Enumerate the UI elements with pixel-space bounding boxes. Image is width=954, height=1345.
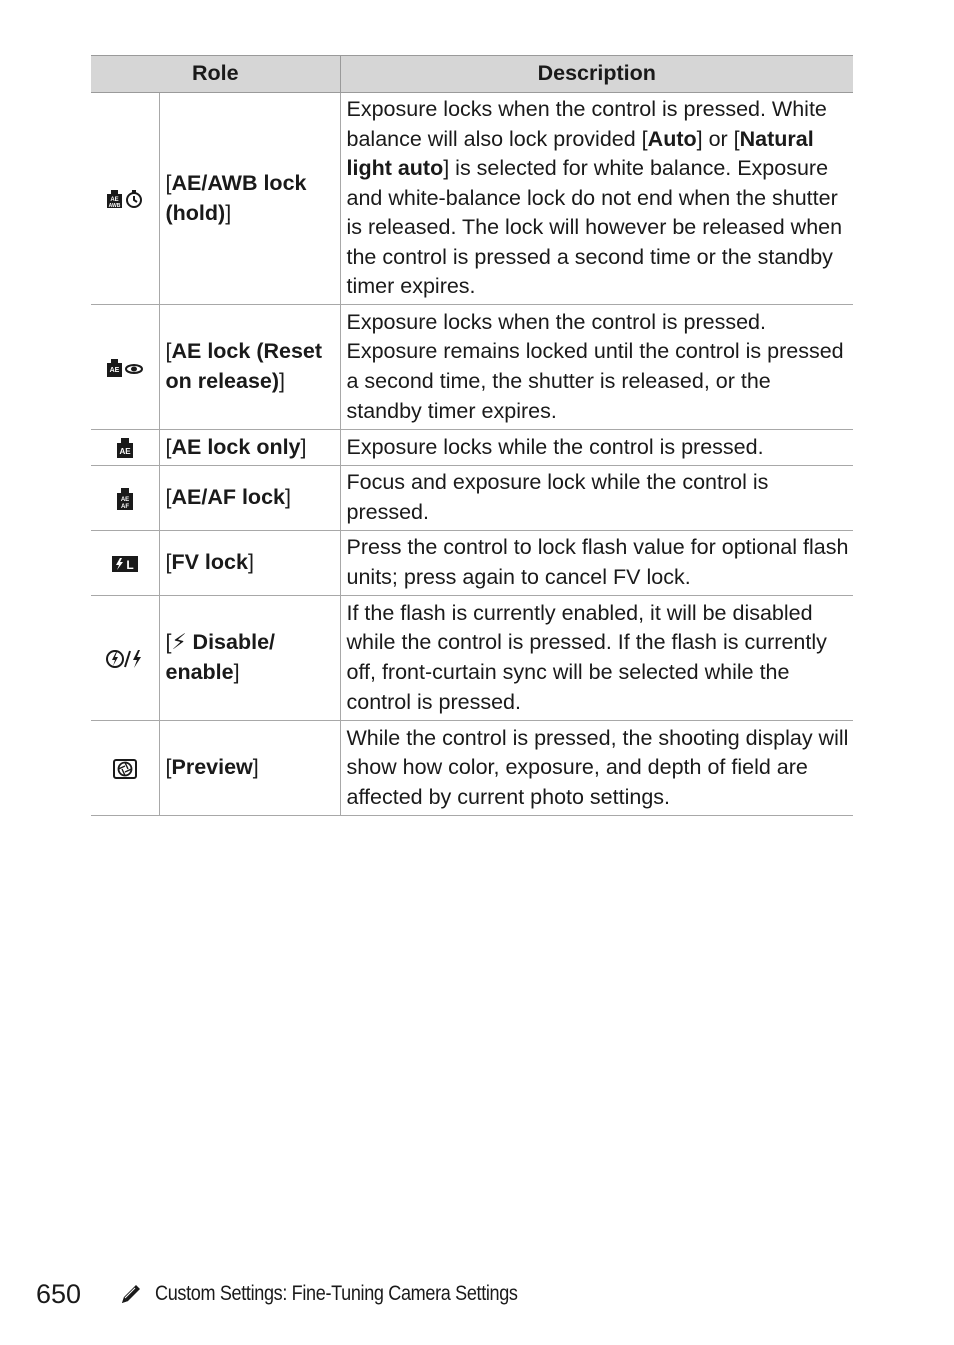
preview-icon bbox=[91, 721, 159, 816]
description-cell: Exposure locks when the control is pressed. White balance will also lock provided [Auto] or [Natural light auto] is selected for white balance. Exposure and white-balance lock do not end when the shutter is released. The lock will however be released when the control is pressed a second time or the standby timer expires. bbox=[340, 93, 853, 305]
table-row bbox=[91, 466, 853, 531]
svg-text:AE: AE bbox=[119, 447, 131, 457]
header-role: Role bbox=[91, 56, 340, 93]
svg-text:AE: AE bbox=[110, 197, 119, 204]
role-cell: [AE/AF lock] bbox=[159, 466, 340, 531]
table-header-row bbox=[91, 56, 853, 93]
table-row bbox=[91, 721, 853, 816]
header-description: Description bbox=[340, 56, 853, 93]
page-number: 650 bbox=[36, 1279, 82, 1309]
role-cell: [AE lock only] bbox=[159, 430, 340, 466]
roles-table bbox=[91, 55, 853, 816]
ae-lock-reset-icon bbox=[91, 305, 159, 430]
role-cell: [FV lock] bbox=[159, 531, 340, 596]
table-row bbox=[91, 430, 853, 466]
description-cell: If the flash is currently enabled, it will be disabled while the control is pressed. If the flash is currently off, front-curtain sync will be selected while the control is pressed. bbox=[340, 596, 853, 721]
description-cell: Focus and exposure lock while the control is pressed. bbox=[340, 466, 853, 531]
role-cell: [AE lock (Reset on release)] bbox=[159, 305, 340, 430]
table-row bbox=[91, 305, 853, 430]
table-row bbox=[91, 531, 853, 596]
svg-text:AF: AF bbox=[120, 503, 129, 510]
ae-lock-only-icon bbox=[91, 430, 159, 466]
table-row bbox=[91, 596, 853, 721]
svg-text:AE: AE bbox=[109, 366, 120, 374]
svg-text:AE: AE bbox=[120, 496, 129, 503]
svg-text:AWB: AWB bbox=[108, 203, 121, 210]
description-cell: Press the control to lock flash value for optional flash units; press again to cancel FV lock. bbox=[340, 531, 853, 596]
role-cell: [AE/AWB lock (hold)] bbox=[159, 93, 340, 305]
table-row bbox=[91, 93, 853, 305]
description-cell: Exposure locks while the control is pressed. bbox=[340, 430, 853, 466]
description-cell: Exposure locks when the control is pressed. Exposure remains locked until the control is pressed a second time, the shutter is released, or the standby timer expires. bbox=[340, 305, 853, 430]
flash-disable-enable-icon bbox=[91, 596, 159, 721]
pencil-icon bbox=[119, 1282, 143, 1306]
role-cell: [⚡ Disable/ enable] bbox=[159, 596, 340, 721]
description-cell: While the control is pressed, the shooting display will show how color, exposure, and depth of field are affected by current photo settings. bbox=[340, 721, 853, 816]
ae-af-lock-icon bbox=[91, 466, 159, 531]
svg-text:L: L bbox=[126, 557, 134, 572]
ae-awb-lock-hold-icon bbox=[91, 93, 159, 305]
footer-title: Custom Settings: Fine-Tuning Camera Settings bbox=[155, 1282, 518, 1305]
role-cell: [Preview] bbox=[159, 721, 340, 816]
page-footer bbox=[36, 1276, 577, 1312]
fv-lock-icon bbox=[91, 531, 159, 596]
